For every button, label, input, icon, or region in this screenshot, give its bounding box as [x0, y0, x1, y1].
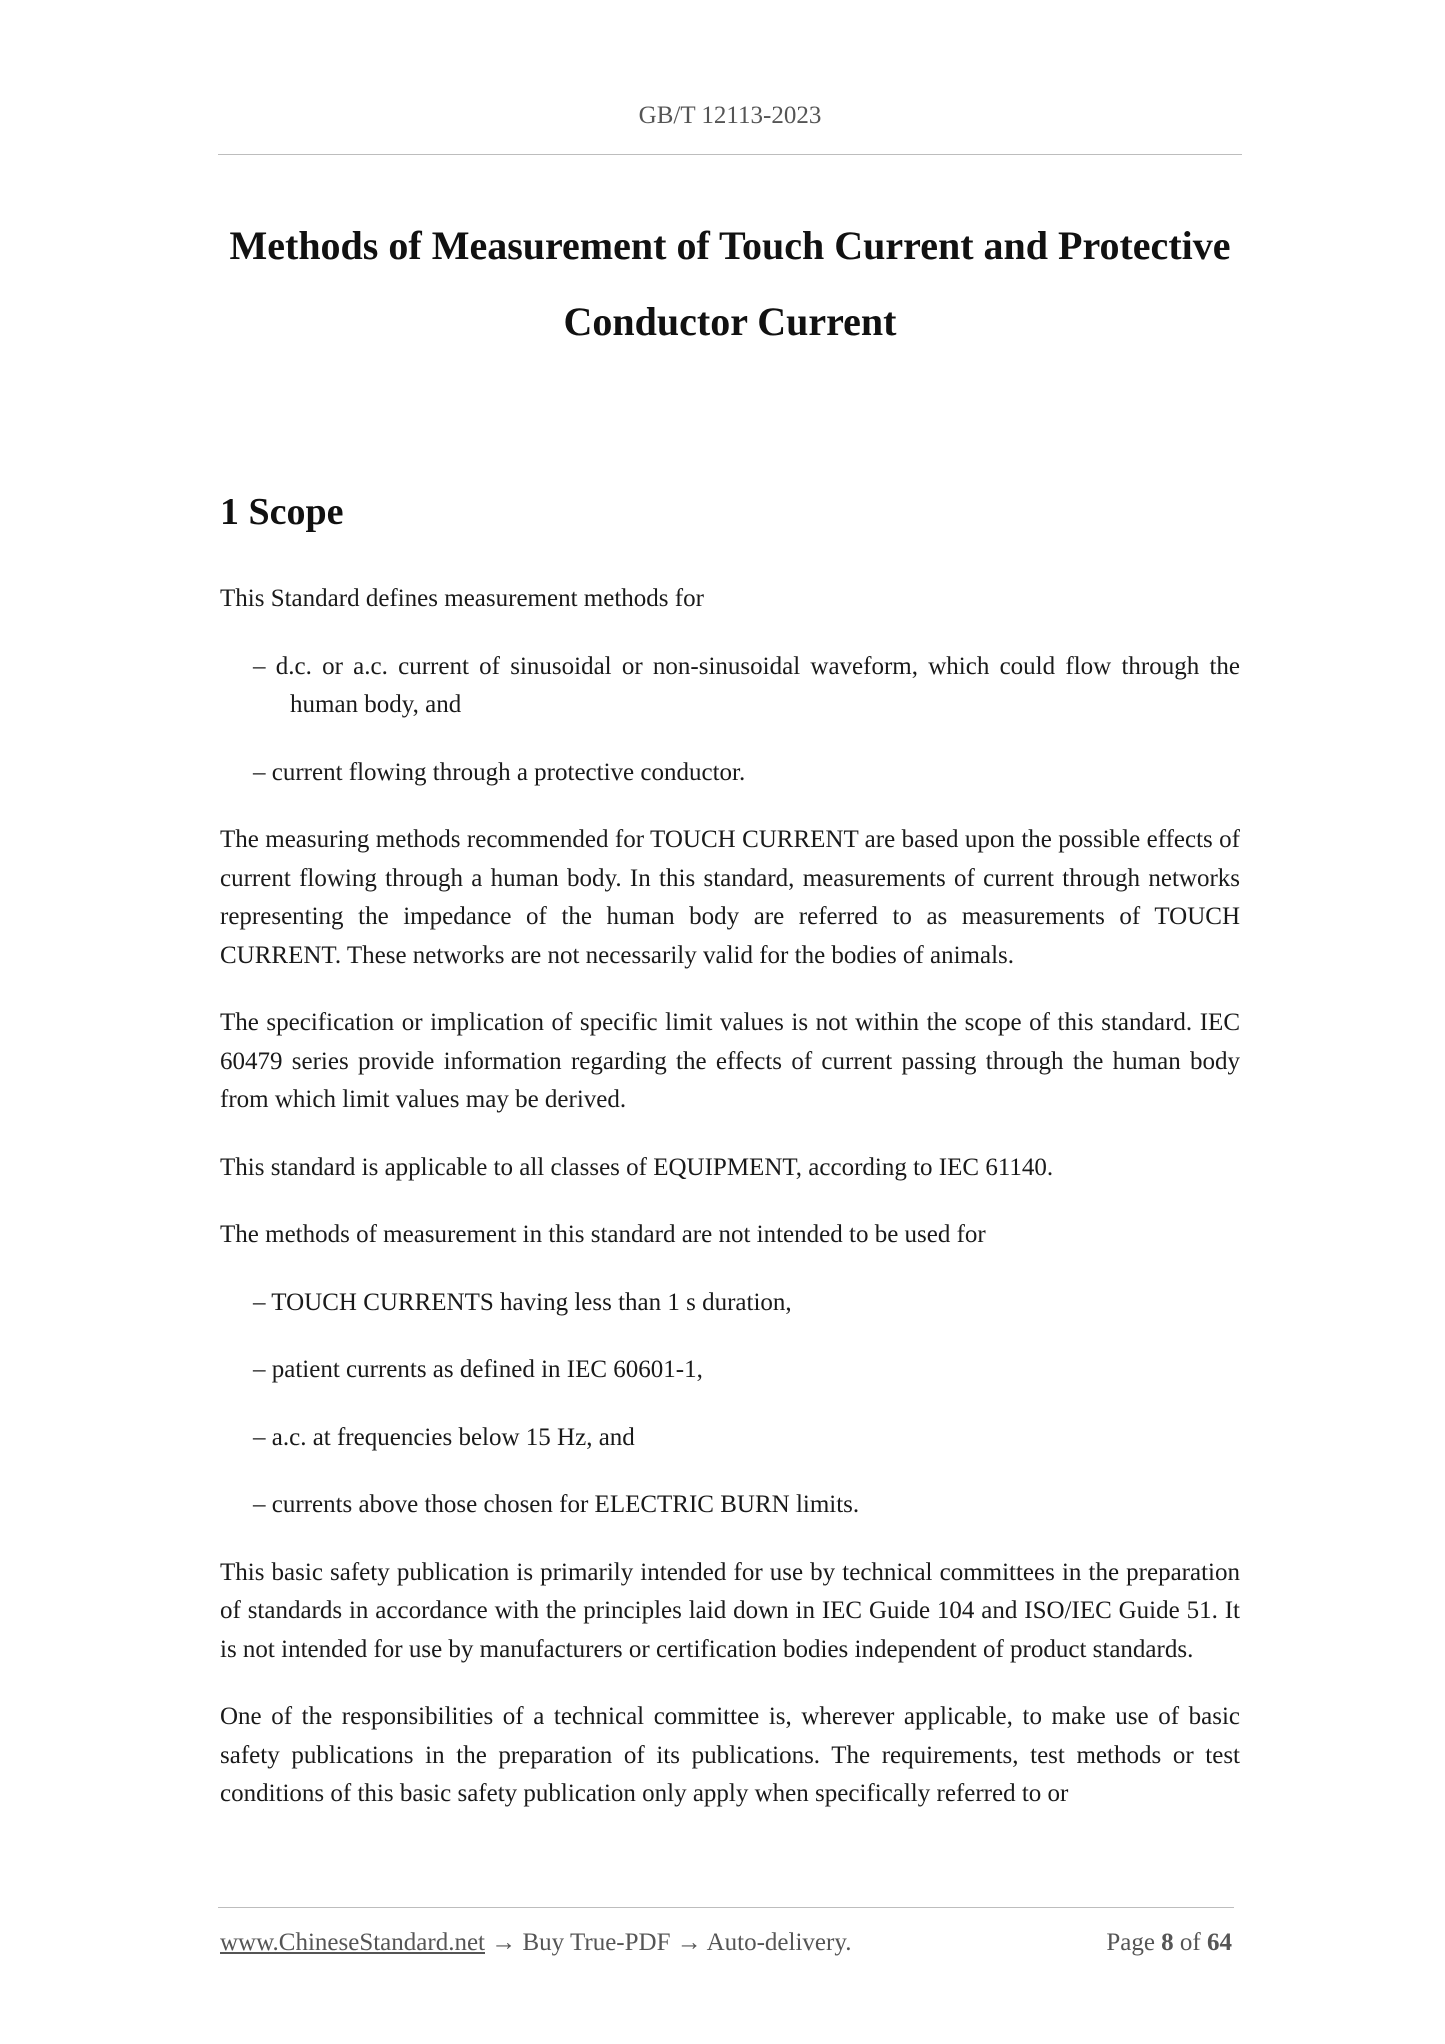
paragraph-limit-values: The specification or implication of specific limit values is not within the scope of this standard. IEC 60479 series provide information regarding the effects of current passing through the human body from which limit values may be derived.	[220, 1009, 1240, 1113]
list-item-patient-currents: – patient currents as defined in IEC 60601-1,	[253, 1356, 703, 1383]
document-title-line-2: Conductor Current	[563, 299, 897, 344]
page-total: 64	[1207, 1929, 1232, 1956]
document-title	[218, 208, 1242, 360]
page-of-label: of	[1179, 1929, 1201, 1956]
paragraph-basic-safety: This basic safety publication is primarily intended for use by technical committees in the preparation of standards in accordance with the principles laid down in IEC Guide 104 and ISO/IEC Guide 51. It is not intended for use by manufacturers or certification bodies independent of product standards.	[220, 1558, 1240, 1663]
document-title-line-1: Methods of Measurement of Touch Current and Protective	[229, 223, 1231, 268]
list-item-low-frequency: – a.c. at frequencies below 15 Hz, and	[253, 1423, 635, 1451]
page-label: Page	[1106, 1929, 1155, 1956]
header-divider	[218, 154, 1242, 155]
list-item-electric-burn: – currents above those chosen for ELECTRIC BURN limits.	[253, 1491, 860, 1518]
section-heading-scope: 1 Scope	[220, 491, 344, 533]
arrow-right-icon: →	[676, 1929, 702, 1956]
page-header-standard-id: GB/T 12113-2023	[638, 102, 822, 129]
paragraph-touch-current-methods: The measuring methods recommended for TOUCH CURRENT are based upon the possible effects of current flowing through a human body. In this standard, measurements of current through networks representing the impedance of the human body are referred to as measurements of TOUCH CURRENT. These networks are not necessarily valid for the bodies of animals.	[220, 826, 1240, 969]
auto-delivery-text: Auto-delivery.	[706, 1929, 852, 1956]
list-item-dc-ac-current: – d.c. or a.c. current of sinusoidal or non-sinusoidal waveform, which could flow through the human body, and	[253, 652, 1240, 718]
arrow-right-icon: →	[491, 1929, 517, 1956]
page-number	[1106, 1929, 1232, 1957]
paragraph-committee-responsibilities: One of the responsibilities of a technical committee is, wherever applicable, to make use of basic safety publications in the preparation of its publications. The requirements, test methods or test conditions of this basic safety publication only apply when specifically referred to or	[220, 1703, 1240, 1807]
paragraph-not-intended: The methods of measurement in this standard are not intended to be used for	[220, 1221, 986, 1248]
site-link[interactable]: www.ChineseStandard.net	[220, 1929, 485, 1956]
list-item-short-duration: – TOUCH CURRENTS having less than 1 s duration,	[253, 1288, 792, 1316]
page-current: 8	[1161, 1929, 1174, 1956]
paragraph-intro: This Standard defines measurement methods for	[220, 585, 704, 612]
footer-promo	[220, 1929, 851, 1957]
footer-divider	[218, 1907, 1234, 1908]
buy-pdf-text: Buy True-PDF	[522, 1929, 671, 1956]
paragraph-applicability: This standard is applicable to all classes of EQUIPMENT, according to IEC 61140.	[220, 1153, 1054, 1181]
list-item-protective-conductor: – current flowing through a protective conductor.	[253, 758, 746, 786]
scope-body	[220, 580, 1240, 1843]
